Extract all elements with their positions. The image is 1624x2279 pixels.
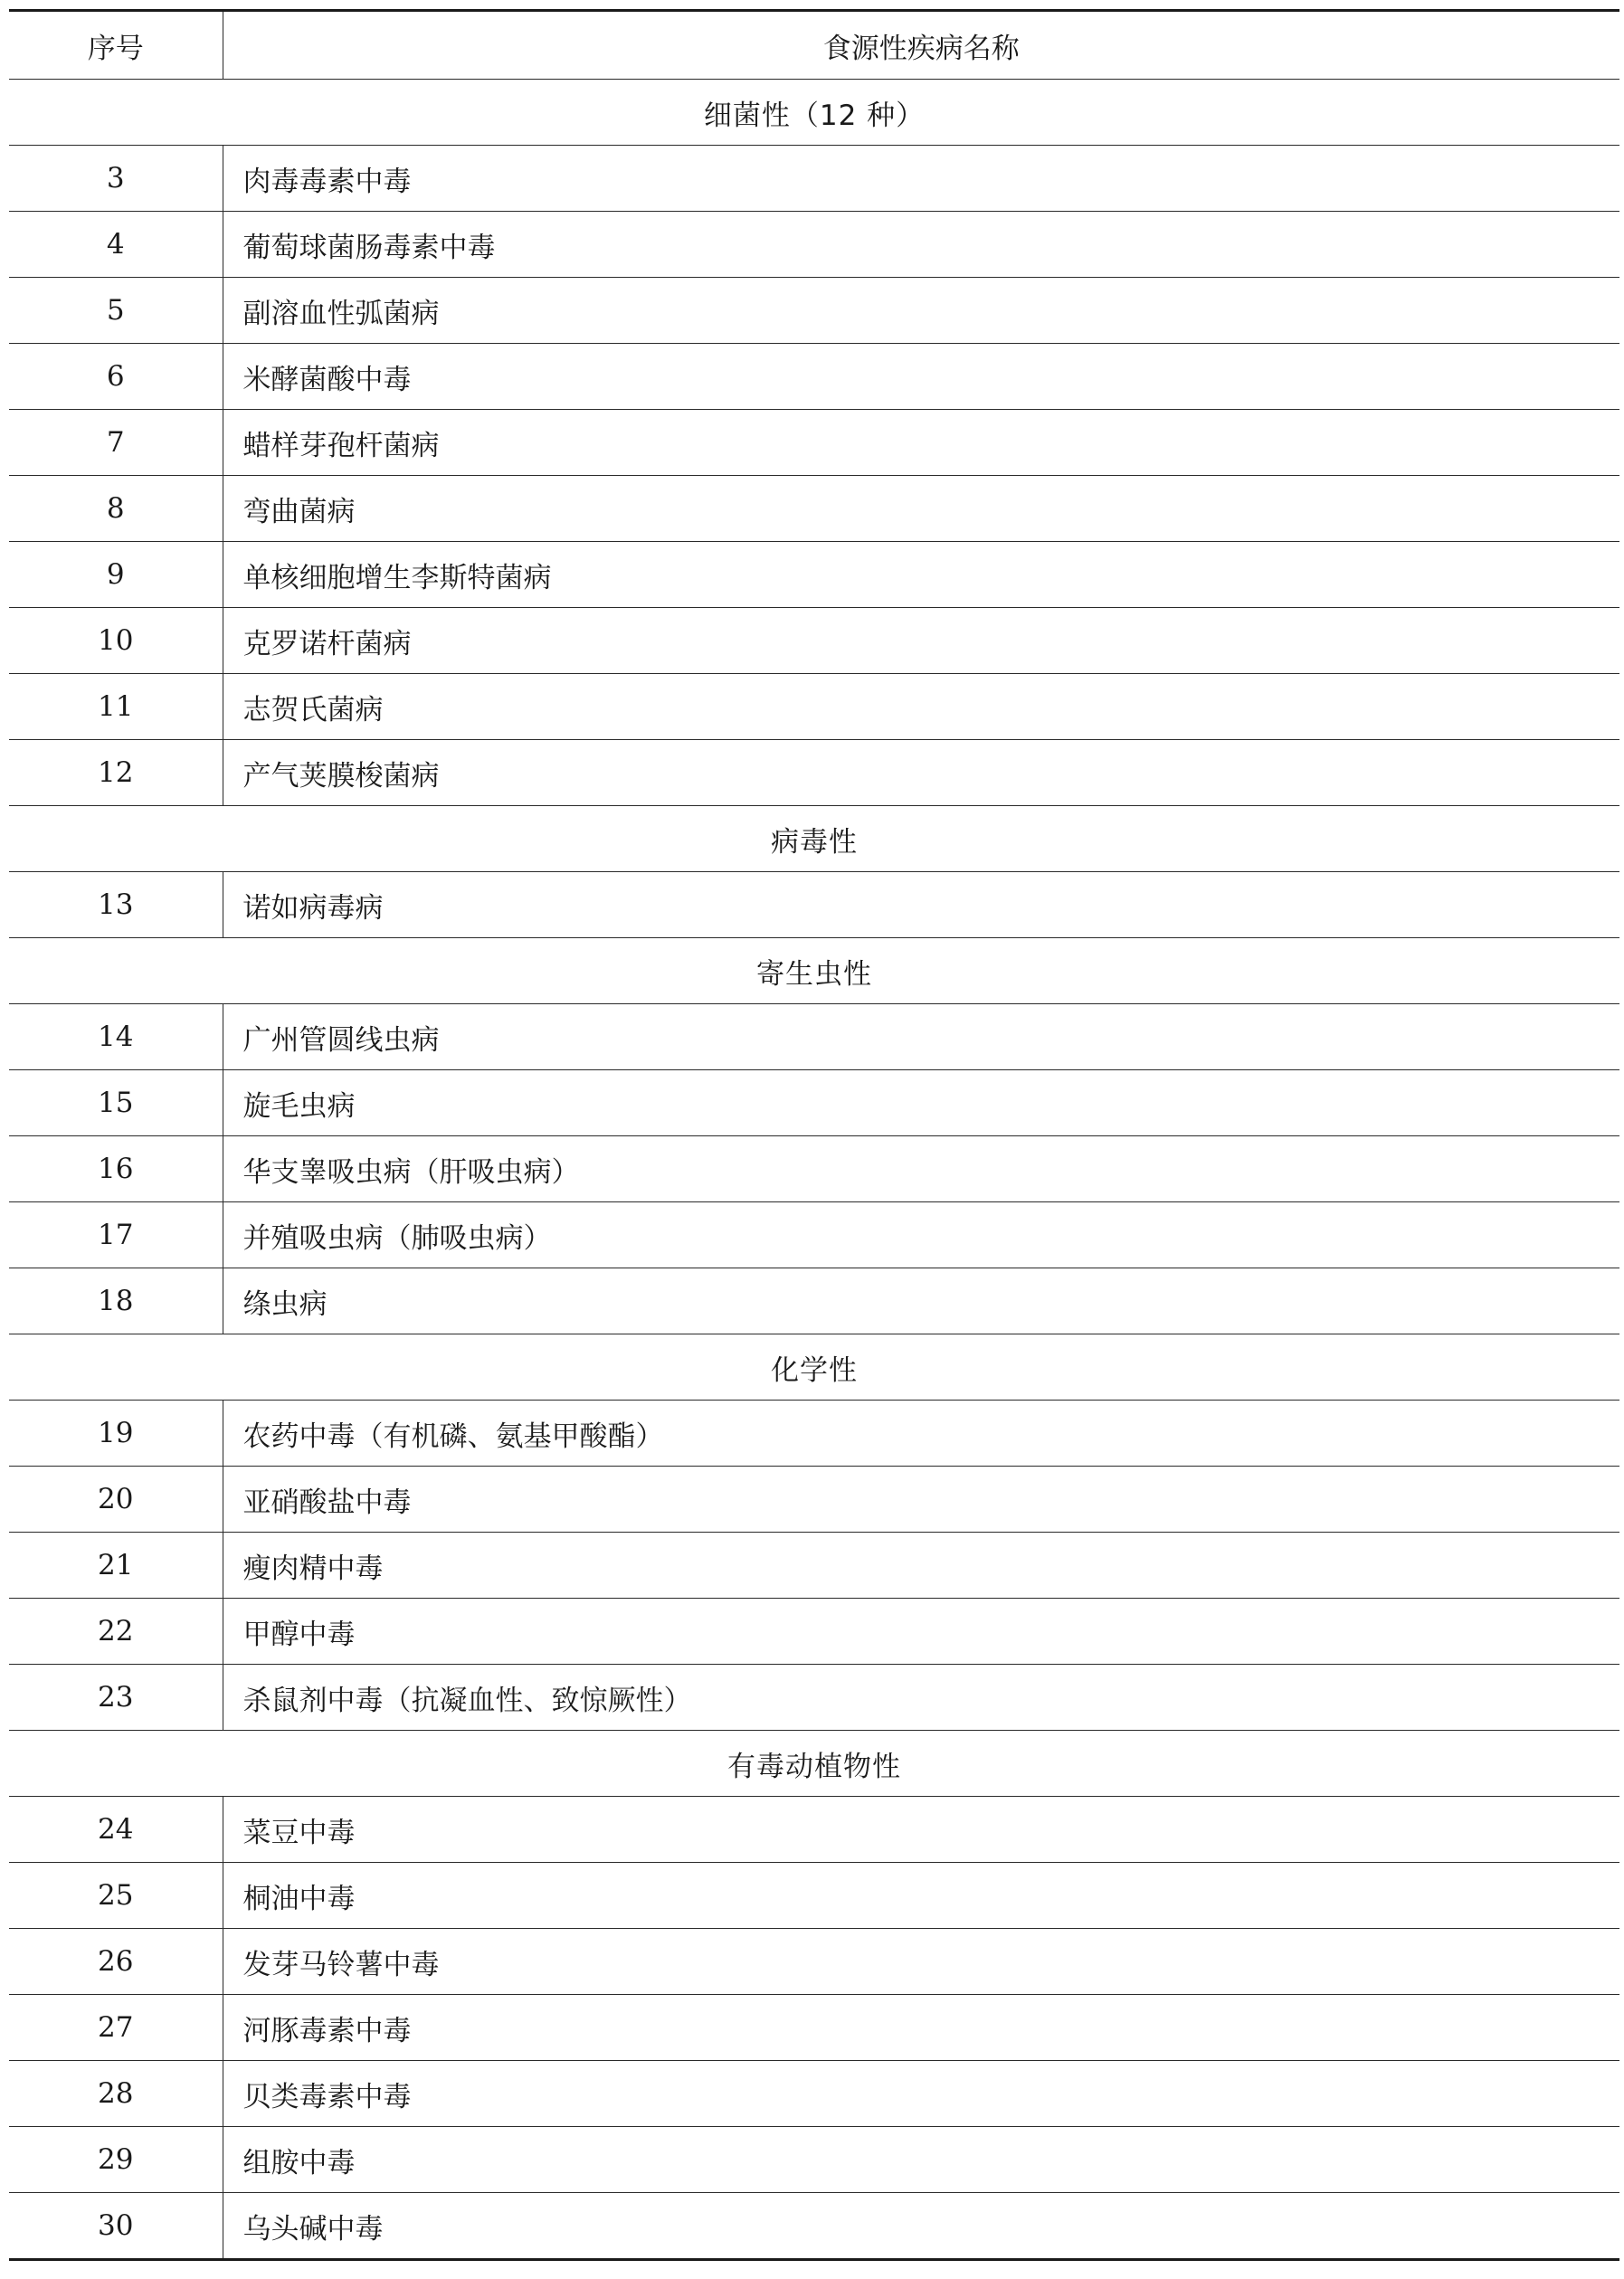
row-disease-name: 贝类毒素中毒 <box>223 2061 1619 2127</box>
row-disease-name: 农药中毒（有机磷、氨基甲酸酯） <box>223 1401 1619 1467</box>
header-disease-name: 食源性疾病名称 <box>223 11 1619 80</box>
row-disease-name: 杀鼠剂中毒（抗凝血性、致惊厥性） <box>223 1665 1619 1731</box>
row-disease-name: 绦虫病 <box>223 1268 1619 1334</box>
row-number: 28 <box>9 2061 223 2127</box>
table-row <box>9 1467 1619 1533</box>
foodborne-disease-table <box>9 9 1619 2261</box>
row-disease-name: 诺如病毒病 <box>223 872 1619 938</box>
table-row <box>9 608 1619 674</box>
row-disease-name: 广州管圆线虫病 <box>223 1004 1619 1070</box>
row-number: 11 <box>9 674 223 740</box>
table-row <box>9 1401 1619 1467</box>
table-row <box>9 1665 1619 1731</box>
table-row <box>9 1004 1619 1070</box>
row-number: 19 <box>9 1401 223 1467</box>
table-row <box>9 1070 1619 1136</box>
row-disease-name: 乌头碱中毒 <box>223 2193 1619 2260</box>
row-number: 21 <box>9 1533 223 1599</box>
table-body <box>9 80 1619 2260</box>
table-header <box>9 11 1619 80</box>
row-disease-name: 肉毒毒素中毒 <box>223 146 1619 212</box>
row-disease-name: 组胺中毒 <box>223 2127 1619 2193</box>
row-disease-name: 甲醇中毒 <box>223 1599 1619 1665</box>
table-row <box>9 344 1619 410</box>
row-number: 9 <box>9 542 223 608</box>
table-row <box>9 1929 1619 1995</box>
table-row <box>9 1995 1619 2061</box>
row-disease-name: 桐油中毒 <box>223 1863 1619 1929</box>
table-row <box>9 674 1619 740</box>
row-number: 20 <box>9 1467 223 1533</box>
header-row <box>9 11 1619 80</box>
row-number: 30 <box>9 2193 223 2260</box>
category-row <box>9 1334 1619 1401</box>
table-row <box>9 2127 1619 2193</box>
table-row <box>9 872 1619 938</box>
row-disease-name: 产气荚膜梭菌病 <box>223 740 1619 806</box>
table-row <box>9 1599 1619 1665</box>
table-row <box>9 2061 1619 2127</box>
category-label: 有毒动植物性 <box>9 1731 1619 1797</box>
row-disease-name: 米酵菌酸中毒 <box>223 344 1619 410</box>
row-number: 4 <box>9 212 223 278</box>
header-number: 序号 <box>9 11 223 80</box>
table-row <box>9 476 1619 542</box>
row-disease-name: 河豚毒素中毒 <box>223 1995 1619 2061</box>
row-disease-name: 葡萄球菌肠毒素中毒 <box>223 212 1619 278</box>
table-row <box>9 278 1619 344</box>
row-disease-name: 蜡样芽孢杆菌病 <box>223 410 1619 476</box>
row-number: 16 <box>9 1136 223 1202</box>
category-label: 化学性 <box>9 1334 1619 1401</box>
row-number: 29 <box>9 2127 223 2193</box>
category-label: 病毒性 <box>9 806 1619 872</box>
table-row <box>9 1797 1619 1863</box>
row-disease-name: 副溶血性弧菌病 <box>223 278 1619 344</box>
row-disease-name: 亚硝酸盐中毒 <box>223 1467 1619 1533</box>
category-row <box>9 1731 1619 1797</box>
row-number: 18 <box>9 1268 223 1334</box>
row-disease-name: 华支睾吸虫病（肝吸虫病） <box>223 1136 1619 1202</box>
table-row <box>9 1863 1619 1929</box>
table-row <box>9 1268 1619 1334</box>
category-row <box>9 80 1619 146</box>
row-disease-name: 弯曲菌病 <box>223 476 1619 542</box>
table-row <box>9 1202 1619 1268</box>
table-row <box>9 740 1619 806</box>
row-disease-name: 并殖吸虫病（肺吸虫病） <box>223 1202 1619 1268</box>
row-disease-name: 发芽马铃薯中毒 <box>223 1929 1619 1995</box>
table-row <box>9 2193 1619 2260</box>
table-row <box>9 212 1619 278</box>
row-disease-name: 旋毛虫病 <box>223 1070 1619 1136</box>
row-disease-name: 志贺氏菌病 <box>223 674 1619 740</box>
row-number: 6 <box>9 344 223 410</box>
row-number: 3 <box>9 146 223 212</box>
row-number: 24 <box>9 1797 223 1863</box>
row-number: 15 <box>9 1070 223 1136</box>
row-disease-name: 单核细胞增生李斯特菌病 <box>223 542 1619 608</box>
row-number: 5 <box>9 278 223 344</box>
row-number: 10 <box>9 608 223 674</box>
row-number: 8 <box>9 476 223 542</box>
row-disease-name: 克罗诺杆菌病 <box>223 608 1619 674</box>
row-number: 27 <box>9 1995 223 2061</box>
row-number: 13 <box>9 872 223 938</box>
table-row <box>9 410 1619 476</box>
table-row <box>9 1136 1619 1202</box>
row-number: 14 <box>9 1004 223 1070</box>
row-disease-name: 瘦肉精中毒 <box>223 1533 1619 1599</box>
row-number: 12 <box>9 740 223 806</box>
row-number: 26 <box>9 1929 223 1995</box>
row-number: 7 <box>9 410 223 476</box>
row-number: 17 <box>9 1202 223 1268</box>
row-number: 23 <box>9 1665 223 1731</box>
row-number: 25 <box>9 1863 223 1929</box>
table-row <box>9 1533 1619 1599</box>
category-label: 寄生虫性 <box>9 938 1619 1004</box>
category-row <box>9 806 1619 872</box>
category-label: 细菌性（12 种） <box>9 80 1619 146</box>
category-row <box>9 938 1619 1004</box>
table-row <box>9 146 1619 212</box>
table-row <box>9 542 1619 608</box>
row-disease-name: 菜豆中毒 <box>223 1797 1619 1863</box>
row-number: 22 <box>9 1599 223 1665</box>
